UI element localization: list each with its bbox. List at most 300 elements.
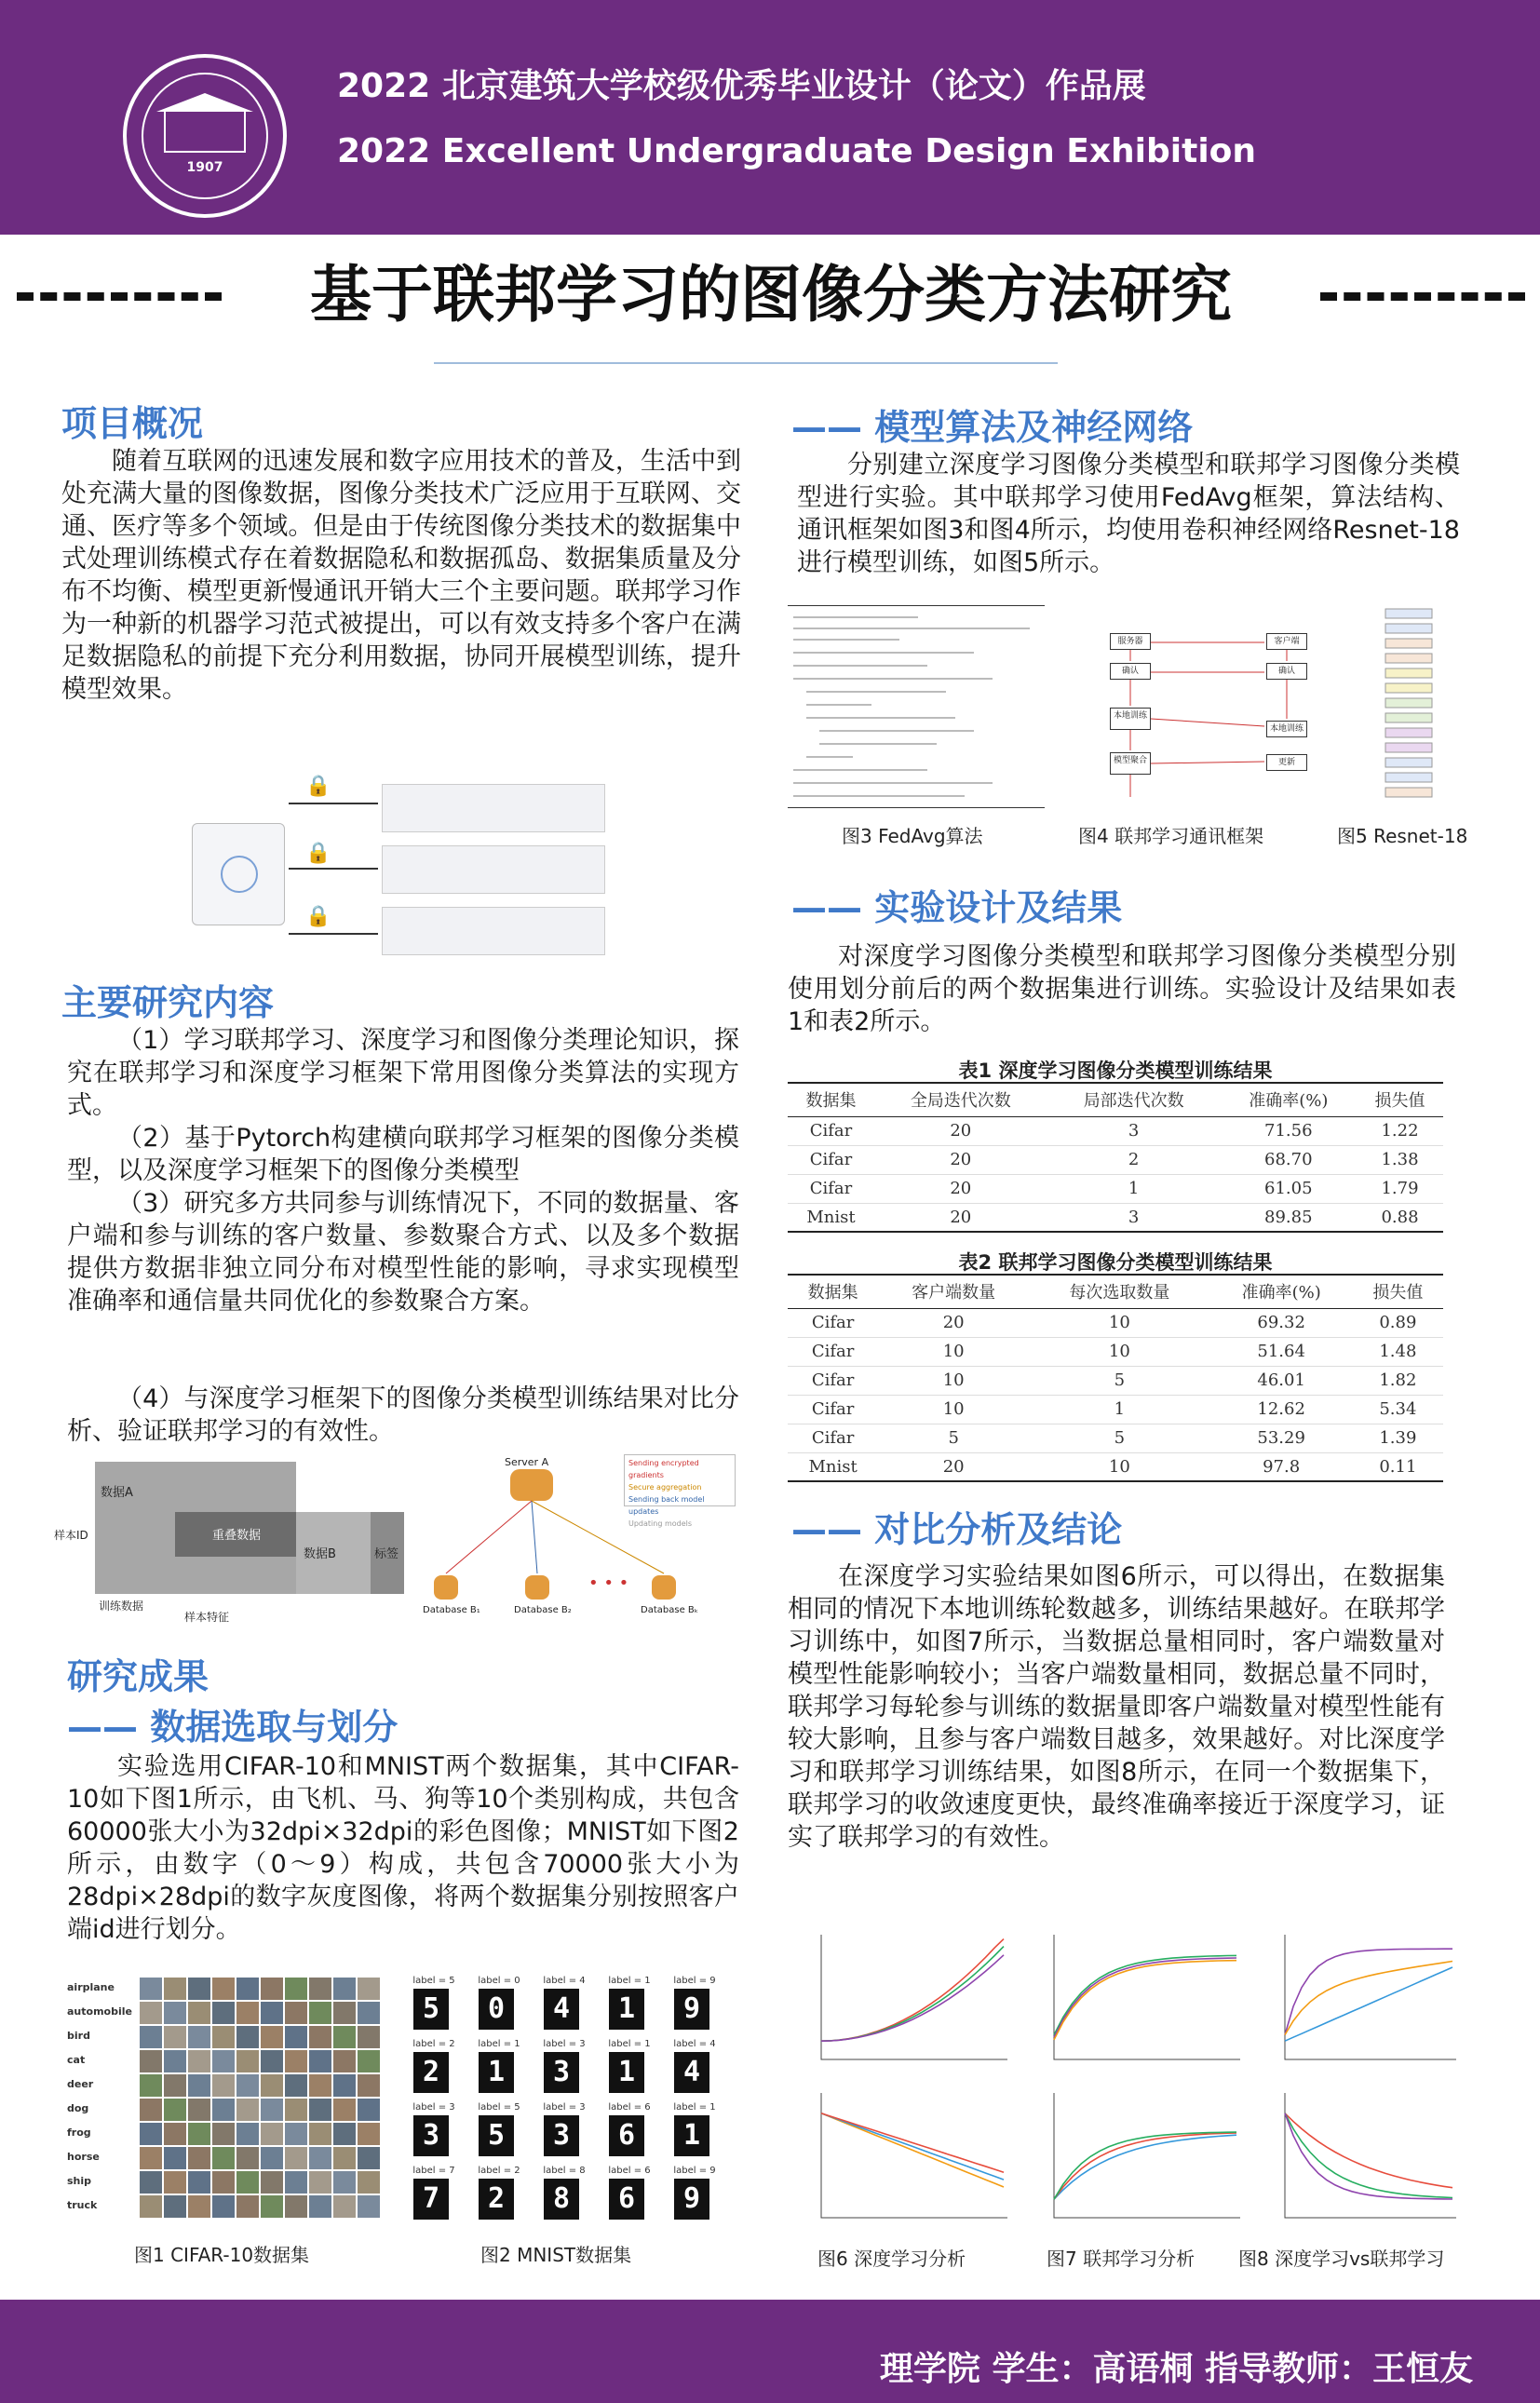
chart-series-line	[1285, 1949, 1452, 2034]
mnist-label: label = 9	[673, 1976, 716, 1986]
cifar-class-label: horse	[67, 2151, 100, 2163]
table-cell: Mnist	[788, 1203, 874, 1232]
cifar-sample-image	[236, 2123, 259, 2145]
table-header: 全局迭代次数	[874, 1083, 1047, 1116]
table-row	[788, 1174, 1443, 1203]
cifar-sample-image	[309, 2195, 331, 2218]
cifar-sample-image	[164, 2147, 186, 2169]
lock-icon: 🔒	[305, 905, 331, 928]
mnist-digit-image: 5	[413, 1989, 449, 2030]
cifar-sample-image	[261, 2171, 283, 2194]
table-cell: 5	[878, 1424, 1029, 1452]
table-cell: 20	[874, 1174, 1047, 1203]
db-label: Database B₁	[423, 1605, 480, 1615]
cifar-class-label: automobile	[67, 2005, 132, 2018]
fig6-caption: 图6 深度学习分析	[817, 2248, 966, 2270]
chart-series-line	[1054, 2133, 1236, 2199]
mnist-digit-image: 1	[609, 2052, 644, 2093]
analysis-line-chart	[799, 1927, 1013, 2076]
mnist-label: label = 1	[673, 2102, 716, 2113]
table-cell: Cifar	[788, 1395, 878, 1424]
cifar-sample-image	[261, 2026, 283, 2048]
cifar-class-label: deer	[67, 2078, 94, 2090]
cifar-class-label: frog	[67, 2126, 91, 2139]
table-row	[788, 1145, 1443, 1174]
table-cell: 71.56	[1221, 1116, 1358, 1145]
cifar-sample-image	[164, 2123, 186, 2145]
cifar-sample-image	[309, 2099, 331, 2121]
cifar-sample-image	[140, 1978, 162, 2000]
arrow-line-2	[289, 868, 378, 870]
section-experiment-title: —— 实验设计及结果	[791, 887, 1123, 928]
cifar-sample-image	[236, 2002, 259, 2024]
chart-series-line	[1285, 2113, 1452, 2198]
cifar-sample-image	[236, 2050, 259, 2072]
cifar-class-label: truck	[67, 2199, 98, 2211]
mnist-label: label = 1	[608, 2039, 651, 2049]
chart-series-line	[1054, 2135, 1236, 2199]
cifar-sample-image	[261, 1978, 283, 2000]
fedavg-algorithm-figure	[788, 605, 1045, 808]
cifar-sample-image	[212, 2123, 235, 2145]
cifar-sample-image	[333, 2050, 356, 2072]
section-conclusion-title: —— 对比分析及结论	[791, 1509, 1123, 1550]
cifar-sample-image	[236, 2147, 259, 2169]
mnist-label: label = 7	[412, 2166, 455, 2176]
connection-lines	[421, 1454, 737, 1627]
cifar-sample-image	[236, 2171, 259, 2194]
cifar-sample-image	[212, 2074, 235, 2097]
table1	[788, 1082, 1443, 1233]
mnist-label: label = 9	[673, 2166, 716, 2176]
cifar-sample-image	[333, 2147, 356, 2169]
table-header: 每次选取数量	[1029, 1275, 1209, 1308]
cifar-sample-image	[236, 2026, 259, 2048]
section-data-title: —— 数据选取与划分	[67, 1707, 399, 1748]
mnist-digit-image: 1	[479, 2052, 514, 2093]
mnist-digit-image: 8	[544, 2179, 579, 2220]
table-cell: 1	[1029, 1395, 1209, 1424]
cifar-sample-image	[285, 2171, 307, 2194]
fig5-caption: 图5 Resnet-18	[1337, 825, 1468, 847]
chart-series-line	[1285, 1962, 1452, 2035]
mnist-label: label = 4	[543, 1976, 586, 1986]
mnist-label: label = 2	[412, 2039, 455, 2049]
table-cell: Cifar	[788, 1174, 874, 1203]
table-header: 准确率(%)	[1210, 1275, 1353, 1308]
table-cell: 20	[874, 1145, 1047, 1174]
mnist-digit-image: 3	[544, 2115, 579, 2156]
cifar-sample-image	[309, 2002, 331, 2024]
table-cell: 5	[1029, 1424, 1209, 1452]
fig8-caption: 图8 深度学习vs联邦学习	[1238, 2248, 1445, 2270]
conclusion-text: 在深度学习实验结果如图6所示，可以得出，在数据集相同的情况下本地训练轮数越多，训练结果越好。在联邦学习训练中，如图7所示，当数据总量相同时，客户端数量对模型性能影响较小；当客户端数量相同，数据总量不同时，联邦学习每轮参与训练的数据量即客户端数量对模型性能有较大影响，且参与客户端数目越多，效果越好。对比深度学习和联邦学习训练结果，如图8所示，在同一个数据集下，联邦学习的收敛速度更快，最终准确率接近于深度学习，证实了联邦学习的有效性。	[788, 1562, 1445, 1852]
cifar-sample-image	[358, 2171, 380, 2194]
cifar-sample-image	[309, 2026, 331, 2048]
table-cell: 1.82	[1353, 1366, 1443, 1395]
cifar-sample-image	[358, 2195, 380, 2218]
cifar-sample-image	[285, 2002, 307, 2024]
cifar-sample-image	[333, 2171, 356, 2194]
cifar-class-label: cat	[67, 2054, 86, 2066]
table-cell: 1.22	[1357, 1116, 1443, 1145]
table1-title: 表1 深度学习图像分类模型训练结果	[958, 1060, 1273, 1082]
tag-label: 标签	[374, 1547, 399, 1561]
section-research-title: 主要研究内容	[61, 982, 275, 1023]
table-header: 数据集	[788, 1083, 874, 1116]
cifar-sample-image	[212, 2195, 235, 2218]
model-text: 分别建立深度学习图像分类模型和联邦学习图像分类模型进行实验。其中联邦学习使用FedAvg框架，算法结构、通讯框架如图3和图4所示，均使用卷积神经网络Resnet-18进行模型训练，如图5所示。	[797, 451, 1460, 577]
table-cell: 5	[1029, 1366, 1209, 1395]
analysis-line-chart	[799, 2086, 1013, 2234]
cifar-sample-image	[333, 2002, 356, 2024]
table-header: 损失值	[1357, 1083, 1443, 1116]
chart-series-line	[821, 2113, 1004, 2172]
cifar-sample-image	[140, 2099, 162, 2121]
lock-icon: 🔒	[305, 775, 331, 798]
cifar-sample-image	[358, 2074, 380, 2097]
cifar-sample-image	[285, 2074, 307, 2097]
table-cell: 5.34	[1353, 1395, 1443, 1424]
mnist-digit-image: 6	[609, 2115, 644, 2156]
cifar-sample-image	[261, 2099, 283, 2121]
table-cell: 10	[1029, 1308, 1209, 1337]
mnist-digit-image: 7	[413, 2179, 449, 2220]
mnist-label: label = 3	[412, 2102, 455, 2113]
cifar-sample-image	[212, 2026, 235, 2048]
table-cell: 89.85	[1221, 1203, 1358, 1232]
cifar-sample-image	[333, 2074, 356, 2097]
table-cell: Cifar	[788, 1116, 874, 1145]
cifar-sample-image	[212, 2147, 235, 2169]
title-row	[17, 253, 1525, 337]
logo-year: 1907	[186, 160, 223, 175]
research-item-1: （1）学习联邦学习、深度学习和图像分类理论知识，探究在联邦学习和深度学习框架下常用图像分类算法的实现方式。	[67, 1026, 739, 1120]
table-header: 数据集	[788, 1275, 878, 1308]
table-cell: 46.01	[1210, 1366, 1353, 1395]
table-row	[788, 1452, 1443, 1481]
cifar-sample-image	[188, 2099, 210, 2121]
cifar-sample-image	[188, 2026, 210, 2048]
lock-icon: 🔒	[305, 842, 331, 865]
mnist-digit-image: 5	[479, 2115, 514, 2156]
cifar-sample-image	[188, 1978, 210, 2000]
data-a-label: 数据A	[101, 1486, 133, 1500]
cifar-sample-image	[333, 2195, 356, 2218]
chart-series-line	[1285, 2113, 1452, 2199]
cifar-sample-image	[140, 2123, 162, 2145]
chart-series-line	[1054, 2132, 1236, 2199]
legend-item: Updating models	[628, 1519, 693, 1528]
cifar-sample-image	[261, 2002, 283, 2024]
cifar-sample-image	[212, 2099, 235, 2121]
ellipsis-dots: • • •	[588, 1573, 629, 1593]
table-cell: 10	[878, 1337, 1029, 1366]
cifar-sample-image	[285, 2195, 307, 2218]
table-cell: 10	[878, 1395, 1029, 1424]
server-icon	[221, 856, 258, 893]
cifar-sample-image	[333, 2026, 356, 2048]
table-cell: 0.88	[1357, 1203, 1443, 1232]
cifar-sample-image	[358, 2026, 380, 2048]
fig2-caption: 图2 MNIST数据集	[480, 2244, 632, 2266]
server-label: Server A	[505, 1456, 549, 1468]
mnist-label: label = 3	[543, 2102, 586, 2113]
exhibition-title-en: 2022 Excellent Undergraduate Design Exhibition	[337, 132, 1257, 170]
cifar-sample-image	[164, 2074, 186, 2097]
fig3-caption: 图3 FedAvg算法	[842, 825, 983, 847]
table-cell: Cifar	[788, 1424, 878, 1452]
mnist-label: label = 5	[412, 1976, 455, 1986]
algorithm-lines	[788, 606, 1045, 809]
server-aggregation-figure	[421, 1454, 737, 1627]
mnist-digit-image: 3	[413, 2115, 449, 2156]
fig1-caption: 图1 CIFAR-10数据集	[134, 2244, 310, 2266]
cifar-sample-image	[140, 2074, 162, 2097]
chart-series-line	[821, 2113, 1004, 2180]
mnist-label: label = 4	[673, 2039, 716, 2049]
table-cell: 10	[1029, 1452, 1209, 1481]
mnist-digit-image: 3	[544, 2052, 579, 2093]
table-cell: 10	[1029, 1337, 1209, 1366]
cifar-sample-image	[261, 2074, 283, 2097]
table-cell: 51.64	[1210, 1337, 1353, 1366]
db-label: Database B₂	[514, 1605, 572, 1615]
cifar-sample-image	[333, 2123, 356, 2145]
cifar-sample-image	[140, 2195, 162, 2218]
cifar-sample-image	[309, 2074, 331, 2097]
cifar-sample-image	[333, 1978, 356, 2000]
cifar-sample-image	[285, 2099, 307, 2121]
table-cell: 61.05	[1221, 1174, 1358, 1203]
server-box	[192, 823, 285, 925]
footer-banner	[0, 2300, 1540, 2403]
fl-communication-figure	[1058, 605, 1337, 808]
mnist-figure	[413, 1976, 730, 2227]
mnist-digit-image: 6	[609, 2179, 644, 2220]
table-cell: 3	[1047, 1116, 1221, 1145]
flow-node: 服务器	[1110, 633, 1151, 650]
chart-series-line	[821, 2113, 1004, 2187]
flow-node: 确认	[1266, 663, 1307, 680]
table-cell: 69.32	[1210, 1308, 1353, 1337]
flow-node: 模型聚合	[1110, 752, 1151, 775]
table-cell: 20	[874, 1116, 1047, 1145]
cifar-sample-image	[212, 2171, 235, 2194]
flow-node: 本地训练	[1110, 708, 1151, 730]
table-row	[788, 1203, 1443, 1232]
section-model-title: —— 模型算法及神经网络	[791, 407, 1194, 448]
table-cell: 0.11	[1353, 1452, 1443, 1481]
cifar-sample-image	[236, 1978, 259, 2000]
poster-title: 基于联邦学习的图像分类方法研究	[310, 259, 1232, 331]
table-cell: 12.62	[1210, 1395, 1353, 1424]
resnet-layers	[1350, 605, 1460, 808]
flow-arrows	[1058, 605, 1337, 808]
table-cell: 20	[878, 1308, 1029, 1337]
analysis-line-chart	[1263, 1927, 1462, 2076]
table-header: 局部迭代次数	[1047, 1083, 1221, 1116]
table-cell: 1.48	[1353, 1337, 1443, 1366]
mnist-digit-image: 1	[609, 1989, 644, 2030]
flow-node: 更新	[1266, 754, 1307, 771]
cifar-sample-image	[140, 2147, 162, 2169]
vertical-fl-figure	[54, 1460, 406, 1626]
chart-series-line	[821, 1939, 1004, 2042]
cifar-sample-image	[358, 2002, 380, 2024]
cifar-class-label: dog	[67, 2102, 89, 2114]
cifar-sample-image	[358, 2147, 380, 2169]
logo-building	[164, 110, 246, 153]
mnist-label: label = 3	[543, 2039, 586, 2049]
legend-item: Secure aggregation	[628, 1483, 702, 1492]
table-cell: 1.79	[1357, 1174, 1443, 1203]
data-selection-text: 实验选用CIFAR-10和MNIST两个数据集，其中CIFAR-10如下图1所示，由飞机、马、狗等10个类别构成，共包含60000张大小为32dpi×32dpi的彩色图像；MNIST如下图2所示，由数字（0～9）构成，共包含70000张大小为28dpi×28dpi的数字灰度图像，将两个数据集分别按照客户端id进行划分。	[67, 1752, 739, 1944]
sample-id-label: 样本ID	[54, 1529, 88, 1542]
cifar-sample-image	[212, 2002, 235, 2024]
table2	[788, 1274, 1443, 1482]
mnist-digit-image: 1	[674, 2115, 709, 2156]
table-cell: Cifar	[788, 1337, 878, 1366]
overview-text: 随着互联网的迅速发展和数字应用技术的普及，生活中到处充满大量的图像数据，图像分类技术广泛应用于互联网、交通、医疗等多个领域。但是由于传统图像分类技术的数据集中式处理训练模式存在着数据隐私和数据孤岛、数据集质量及分布不均衡、模型更新慢通讯开销大三个主要问题。联邦学习作为一种新的机器学习范式被提出，可以有效支持多个客户在满足数据隐私的前提下充分利用数据，协同开展模型训练，提升模型效果。	[61, 447, 741, 704]
analysis-line-chart	[1032, 2086, 1246, 2234]
cifar-sample-image	[164, 2171, 186, 2194]
cifar-sample-image	[164, 2026, 186, 2048]
feature-label: 样本特征	[184, 1611, 230, 1624]
table-cell: 53.29	[1210, 1424, 1353, 1452]
mnist-digit-image: 4	[544, 1989, 579, 2030]
table-cell: 20	[878, 1452, 1029, 1481]
db-label: Database Bₖ	[641, 1605, 699, 1615]
analysis-line-chart	[1263, 2086, 1462, 2234]
flow-node: 确认	[1110, 663, 1151, 680]
mnist-label: label = 1	[608, 1976, 651, 1986]
cifar-sample-image	[261, 2050, 283, 2072]
legend-item: Sending back model updates	[628, 1495, 705, 1516]
table-cell: Cifar	[788, 1145, 874, 1174]
chart-series-line	[1054, 1961, 1236, 2040]
cifar-sample-image	[164, 2195, 186, 2218]
table-header: 客户端数量	[878, 1275, 1029, 1308]
table2-title: 表2 联邦学习图像分类模型训练结果	[958, 1251, 1273, 1274]
cifar10-figure	[67, 1978, 385, 2220]
cifar-sample-image	[188, 2002, 210, 2024]
table-cell: 0.89	[1353, 1308, 1443, 1337]
cifar-sample-image	[236, 2074, 259, 2097]
research-item-2: （2）基于Pytorch构建横向联邦学习框架的图像分类模型，以及深度学习框架下的图像分类模型	[67, 1124, 739, 1185]
mnist-label: label = 0	[478, 1976, 520, 1986]
experiment-text: 对深度学习图像分类模型和联邦学习图像分类模型分别使用划分前后的两个数据集进行训练。实验设计及结果如表1和表2所示。	[788, 942, 1456, 1036]
client-row-2	[382, 845, 605, 894]
mnist-digit-image: 4	[674, 2052, 709, 2093]
cifar-sample-image	[285, 1978, 307, 2000]
mnist-label: label = 2	[478, 2166, 520, 2176]
header-banner	[0, 0, 1540, 235]
mnist-label: label = 6	[608, 2166, 651, 2176]
cifar-sample-image	[140, 2002, 162, 2024]
section-results-title: 研究成果	[67, 1656, 209, 1697]
cifar-sample-image	[285, 2026, 307, 2048]
cifar-class-label: airplane	[67, 1981, 115, 1993]
legend-item: Sending encrypted gradients	[628, 1459, 699, 1479]
section-overview-title: 项目概况	[61, 403, 204, 444]
cifar-sample-image	[285, 2147, 307, 2169]
data-b-label: 数据B	[304, 1547, 336, 1561]
cifar-sample-image	[140, 2050, 162, 2072]
flow-node: 本地训练	[1266, 721, 1307, 737]
table-cell: Cifar	[788, 1308, 878, 1337]
cifar-sample-image	[188, 2123, 210, 2145]
mnist-digit-image: 2	[413, 2052, 449, 2093]
cifar-sample-image	[358, 2123, 380, 2145]
table-cell: 1.39	[1353, 1424, 1443, 1452]
cifar-sample-image	[333, 2099, 356, 2121]
arrow-line-1	[289, 803, 378, 804]
analysis-line-chart	[1032, 1927, 1246, 2076]
cifar-sample-image	[212, 1978, 235, 2000]
mnist-digit-image: 0	[479, 1989, 514, 2030]
research-item-4: （4）与深度学习框架下的图像分类模型训练结果对比分析、验证联邦学习的有效性。	[67, 1384, 739, 1446]
cifar-sample-image	[309, 2171, 331, 2194]
research-item-3: （3）研究多方共同参与训练情况下，不同的数据量、客户端和参与训练的客户数量、参数聚合方式、以及多个数据提供方数据非独立同分布对模型性能的影响，寻求实现模型准确率和通信量共同优化的参数聚合方案。	[67, 1189, 739, 1316]
table-row	[788, 1395, 1443, 1424]
cifar-sample-image	[236, 2195, 259, 2218]
table-cell: 2	[1047, 1145, 1221, 1174]
author-credits: 理学院 学生：高语桐 指导教师：王恒友	[879, 2350, 1473, 2388]
table-cell: 20	[874, 1203, 1047, 1232]
cifar-sample-image	[261, 2147, 283, 2169]
cifar-sample-image	[164, 2050, 186, 2072]
cifar-class-label: ship	[67, 2175, 92, 2187]
table-row	[788, 1308, 1443, 1337]
cifar-sample-image	[285, 2123, 307, 2145]
cifar-sample-image	[188, 2147, 210, 2169]
train-data-label: 训练数据	[99, 1600, 144, 1613]
university-logo	[123, 54, 287, 218]
cifar-sample-image	[164, 2002, 186, 2024]
cifar-sample-image	[140, 2026, 162, 2048]
cifar-sample-image	[285, 2050, 307, 2072]
table-row	[788, 1337, 1443, 1366]
table-row	[788, 1366, 1443, 1395]
mnist-label: label = 5	[478, 2102, 520, 2113]
chart-series-line	[821, 1947, 1004, 2042]
mnist-digit-image: 9	[674, 2179, 709, 2220]
mnist-digit-image: 2	[479, 2179, 514, 2220]
logo-roof	[156, 93, 253, 112]
flow-node: 客户端	[1266, 633, 1307, 650]
cifar-sample-image	[358, 2099, 380, 2121]
cifar-sample-image	[188, 2050, 210, 2072]
table-cell: Mnist	[788, 1452, 878, 1481]
title-underline	[434, 362, 1058, 364]
table-cell: 1.38	[1357, 1145, 1443, 1174]
cifar-sample-image	[309, 2147, 331, 2169]
cifar-sample-image	[358, 2050, 380, 2072]
arrow-line-3	[289, 933, 378, 935]
federated-overview-figure	[186, 775, 615, 965]
client-row-3	[382, 907, 605, 955]
table-row	[788, 1424, 1443, 1452]
cifar-sample-image	[164, 2099, 186, 2121]
chart-series-line	[1285, 1967, 1452, 2041]
cifar-sample-image	[261, 2123, 283, 2145]
table-cell: Cifar	[788, 1366, 878, 1395]
cifar-sample-image	[164, 1978, 186, 2000]
mnist-digit-image: 9	[674, 1989, 709, 2030]
client-row-1	[382, 784, 605, 832]
table-header: 准确率(%)	[1221, 1083, 1358, 1116]
